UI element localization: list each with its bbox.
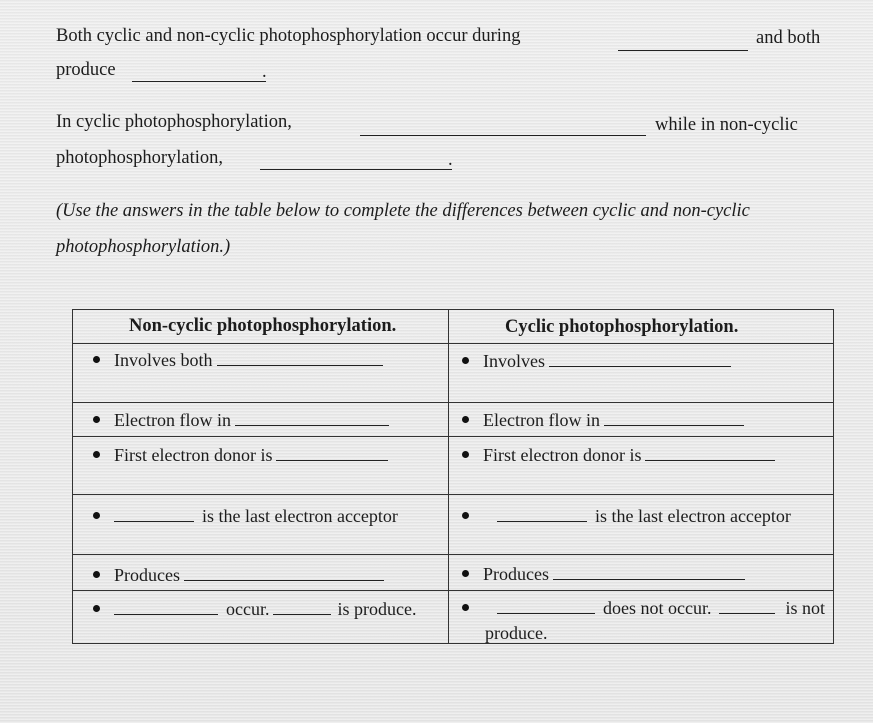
right-row5-label: Produces (483, 564, 549, 584)
table-row-divider (73, 436, 833, 437)
bullet-icon (93, 571, 100, 578)
right-row-5 (462, 564, 745, 585)
left-row4-label: is the last electron acceptor (202, 506, 398, 526)
instruction-line-1 (56, 201, 750, 222)
intro-line2-text: produce (56, 60, 116, 80)
left-row5-blank[interactable] (184, 579, 384, 581)
bullet-icon (93, 605, 100, 612)
right-row-3 (462, 445, 775, 466)
left-row-4 (93, 506, 398, 527)
right-row4-blank[interactable] (497, 520, 587, 522)
right-row6-text-c: produce. (485, 623, 548, 643)
instruction-text-1: (Use the answers in the table below to complete the differences between cyclic and non-cyclic (56, 201, 750, 221)
intro-line-1b (756, 28, 820, 49)
bullet-icon (462, 416, 469, 423)
left-row3-label: First electron donor is (114, 445, 273, 465)
bullet-icon (462, 512, 469, 519)
right-row1-label: Involves (483, 351, 545, 371)
intro-line2-period: . (262, 62, 267, 82)
right-row1-blank[interactable] (549, 365, 731, 367)
intro-line1-end: and both (756, 28, 821, 48)
left-row-2 (93, 410, 389, 431)
intro-line4-period: . (448, 150, 453, 170)
right-row2-blank[interactable] (604, 424, 744, 426)
left-row1-blank[interactable] (217, 364, 383, 366)
right-row4-label: is the last electron acceptor (595, 506, 791, 526)
right-row-6 (462, 598, 825, 619)
table-row-divider (73, 554, 833, 555)
left-row-6 (93, 599, 416, 620)
left-row6-text-a: occur. (226, 599, 270, 619)
bullet-icon (93, 451, 100, 458)
instruction-text-2: photophosphorylation.) (56, 237, 231, 257)
table-column-divider (448, 310, 449, 643)
answer-blank-4[interactable] (260, 168, 452, 170)
bullet-icon (93, 512, 100, 519)
intro-line4-text: photophosphorylation, (56, 148, 224, 168)
answer-blank-1[interactable] (618, 49, 748, 51)
intro-line-3b (655, 115, 798, 136)
left-row6-text-b: is produce. (337, 599, 417, 619)
right-row6-blank-b[interactable] (719, 612, 775, 614)
left-row-3 (93, 445, 388, 466)
left-row2-label: Electron flow in (114, 410, 231, 430)
left-row3-blank[interactable] (276, 459, 388, 461)
right-row-6-cont (485, 623, 547, 644)
right-row2-label: Electron flow in (483, 410, 600, 430)
intro-line-1 (56, 26, 520, 47)
left-row5-label: Produces (114, 565, 180, 585)
instruction-line-2 (56, 237, 230, 258)
bullet-icon (462, 570, 469, 577)
table-row-divider (73, 590, 833, 591)
bullet-icon (462, 604, 469, 611)
intro-line-4 (56, 148, 223, 169)
answer-blank-2[interactable] (132, 80, 266, 82)
left-row6-blank-a[interactable] (114, 613, 218, 615)
left-row-5 (93, 565, 384, 586)
intro-line-2-end (262, 62, 267, 83)
intro-line-3 (56, 112, 292, 133)
right-row6-blank-a[interactable] (497, 612, 595, 614)
left-row6-blank-b[interactable] (273, 613, 331, 615)
intro-line1-text: Both cyclic and non-cyclic photophosphorylation occur during (56, 26, 521, 46)
left-row4-blank[interactable] (114, 520, 194, 522)
bullet-icon (462, 357, 469, 364)
bullet-icon (93, 356, 100, 363)
comparison-table (72, 309, 834, 644)
table-row-divider (73, 343, 833, 344)
right-row6-text-b: is not (785, 598, 825, 618)
right-row-2 (462, 410, 744, 431)
intro-line3-end: while in non-cyclic (655, 115, 798, 135)
header-cyclic: Cyclic photophosphorylation. (505, 317, 739, 337)
right-row-4 (462, 506, 791, 527)
intro-line-2 (56, 60, 116, 81)
intro-line3-text: In cyclic photophosphorylation, (56, 112, 292, 132)
intro-line-4-end (448, 150, 453, 171)
left-row2-blank[interactable] (235, 424, 389, 426)
answer-blank-3[interactable] (360, 134, 646, 136)
left-row-1 (93, 350, 383, 371)
table-row-divider (73, 402, 833, 403)
table-row-divider (73, 494, 833, 495)
right-row5-blank[interactable] (553, 578, 745, 580)
bullet-icon (462, 451, 469, 458)
right-row3-label: First electron donor is (483, 445, 642, 465)
right-row3-blank[interactable] (645, 459, 775, 461)
header-non-cyclic: Non-cyclic photophosphorylation. (129, 316, 397, 336)
bullet-icon (93, 416, 100, 423)
right-row6-text-a: does not occur. (603, 598, 712, 618)
right-row-1 (462, 351, 731, 372)
left-row1-label: Involves both (114, 350, 213, 370)
